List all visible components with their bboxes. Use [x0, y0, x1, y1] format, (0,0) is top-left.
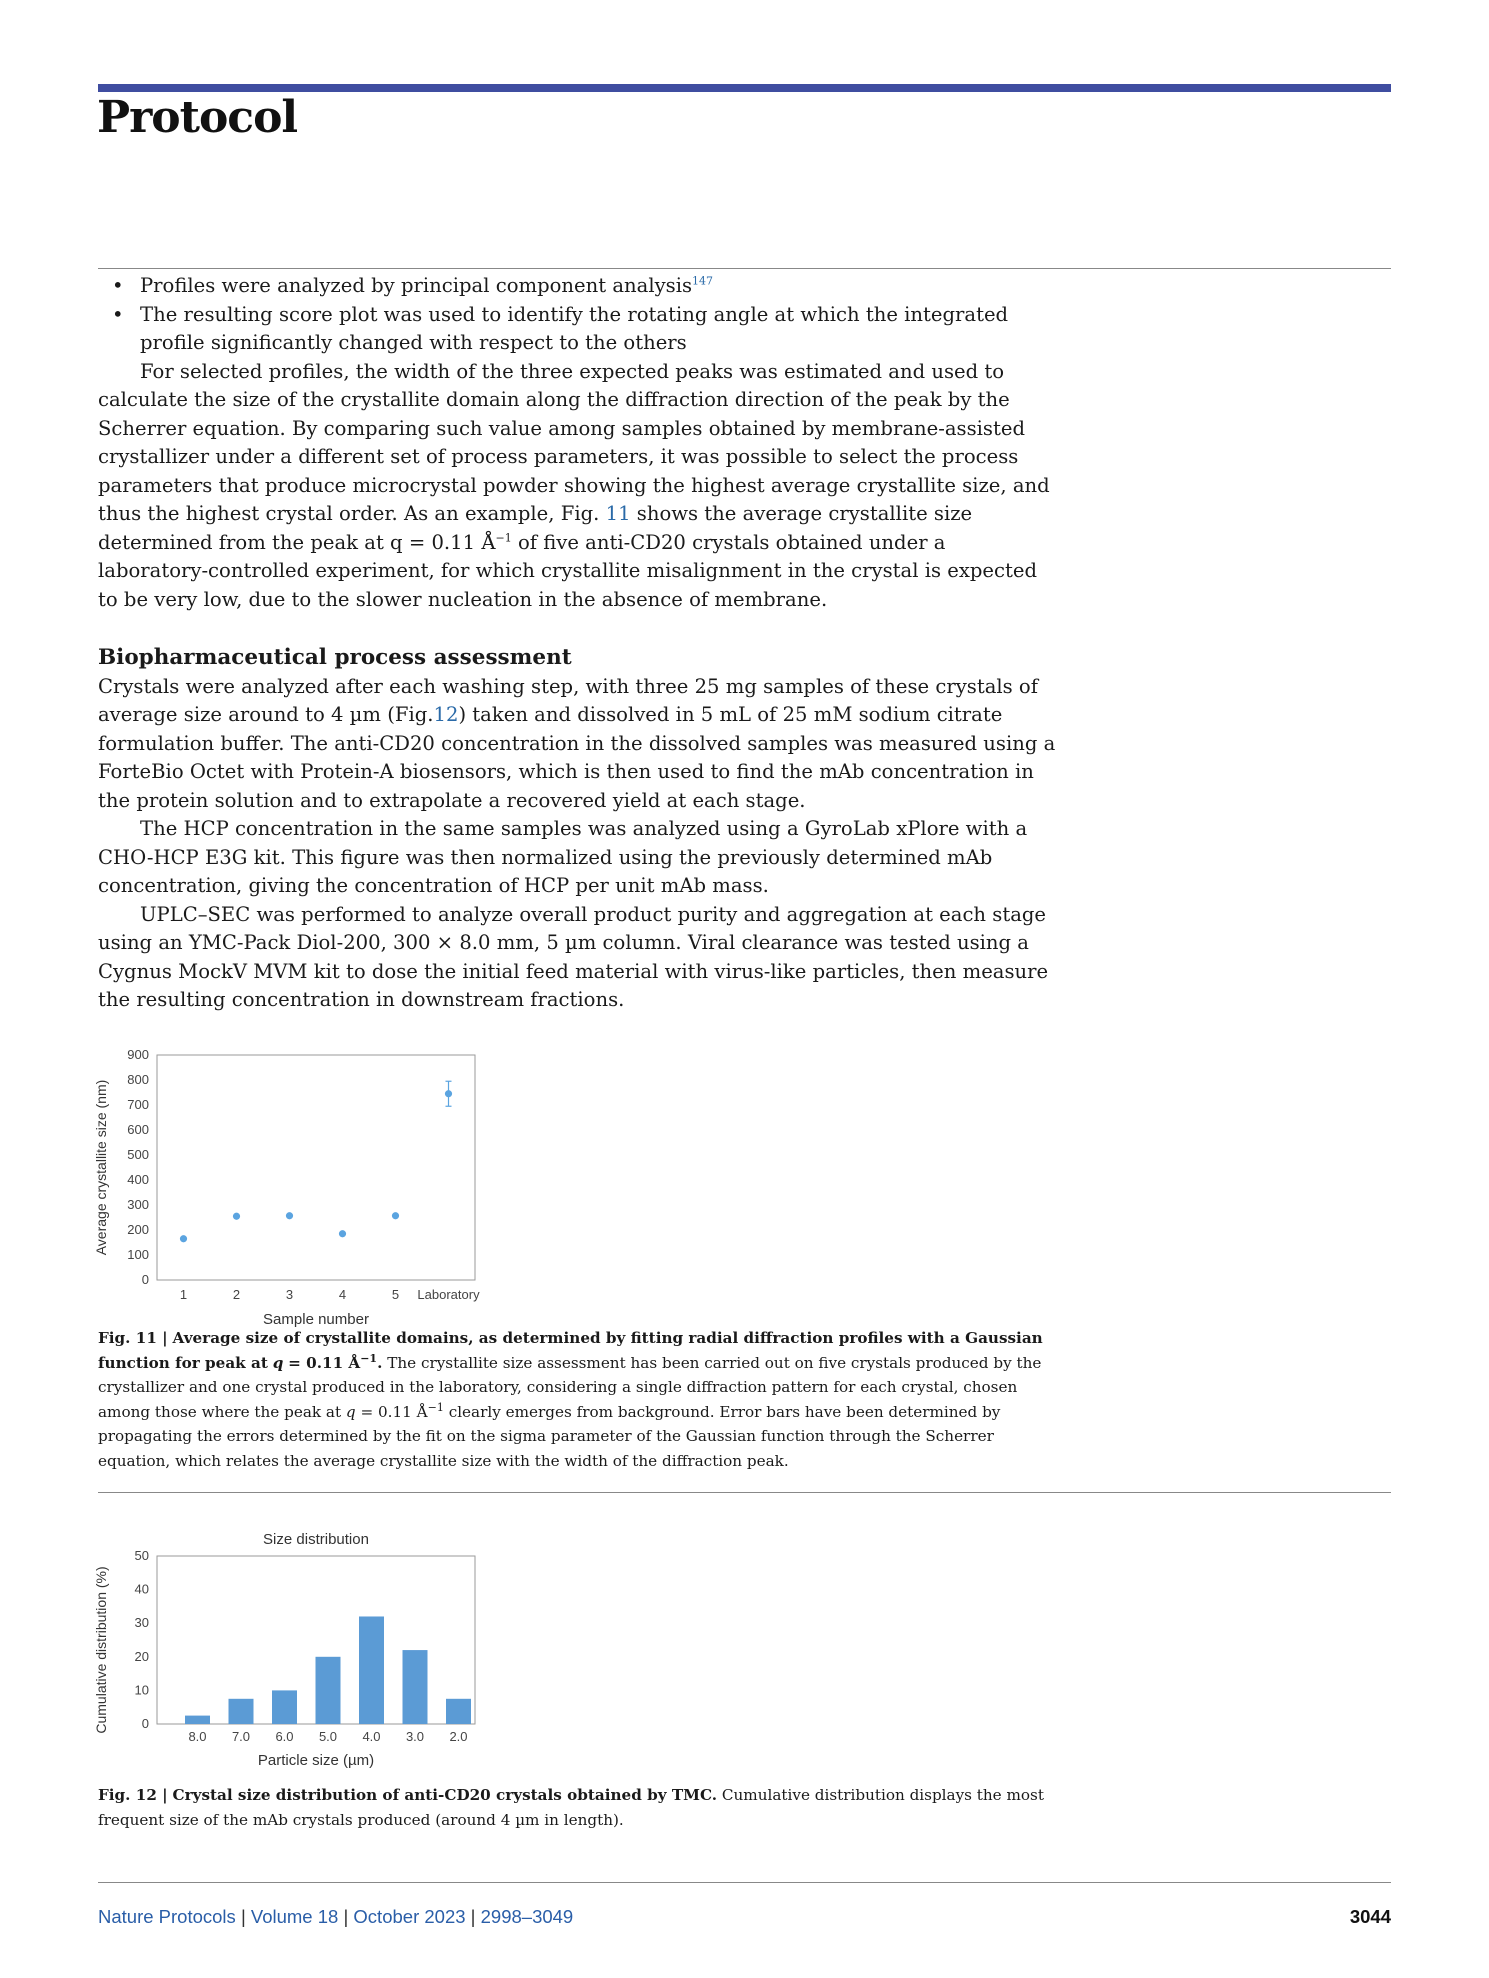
x-tick-label: 4.0	[362, 1729, 381, 1744]
x-axis-label: Particle size (µm)	[257, 1752, 375, 1769]
caption-label: Fig. 11 |	[98, 1329, 168, 1347]
paragraph: The HCP concentration in the same samples was analyzed using a GyroLab xPlore with a CHO-HCP E3G kit. This figure was then normalized using the previously determined mAb concentration, giving the concentration of HCP per unit mAb mass.	[98, 817, 1028, 897]
bar	[403, 1650, 428, 1724]
footer-divider	[98, 1882, 1391, 1883]
bullet-text: The resulting score plot was used to identify the rotating angle at which the integrated profile significantly changed with respect to the others	[140, 302, 1009, 354]
x-tick-label: 3	[285, 1287, 294, 1302]
bar	[446, 1699, 471, 1724]
data-point	[445, 1090, 452, 1097]
x-tick-label: 3.0	[405, 1729, 425, 1744]
journal-name: Nature Protocols	[98, 1906, 236, 1927]
data-point	[286, 1212, 293, 1219]
x-tick-label: 5.0	[318, 1729, 338, 1744]
section-heading: Biopharmaceutical process assessment	[98, 645, 572, 670]
y-axis-label: Cumulative distribution (%)	[93, 1566, 109, 1734]
bullet-dot: •	[112, 302, 124, 326]
journal-pages: 2998–3049	[480, 1906, 574, 1927]
x-tick-label: 2	[232, 1287, 241, 1302]
page-number: 3044	[1349, 1906, 1391, 1927]
caption-label: Fig. 12 |	[98, 1786, 168, 1804]
bullet-text: Profiles were analyzed by principal component analysis	[140, 274, 693, 297]
y-tick-label: 20	[134, 1648, 149, 1664]
data-point	[233, 1213, 240, 1220]
x-tick-label: 7.0	[231, 1729, 251, 1744]
article-body	[98, 272, 1058, 1015]
header-accent-bar	[98, 84, 1391, 92]
plot-frame	[157, 1055, 475, 1280]
figure-12-chart	[92, 1522, 562, 1784]
figure-12-caption: Fig. 12 | Crystal size distribution of anti-CD20 crystals obtained by TMC. Cumulative distribution displays the most frequent size of the mAb crystals produced (around 4 µm in length).	[98, 1786, 1044, 1829]
bullet-item	[98, 272, 1058, 301]
y-tick-label: 300	[127, 1197, 149, 1212]
y-tick-label: 40	[134, 1581, 149, 1597]
journal-volume: Volume 18	[250, 1906, 339, 1927]
bar	[272, 1690, 297, 1724]
y-axis-label: Average crystallite size (nm)	[93, 1079, 109, 1256]
paragraph: UPLC–SEC was performed to analyze overall product purity and aggregation at each stage using an YMC-Pack Diol-200, 300 × 8.0 mm, 5 µm column. Viral clearance was tested using a Cygnus MockV MVM kit to dose the initial feed material with virus-like particles, then measure the resulting concentration in downstream fractions.	[98, 902, 1049, 1011]
paragraph: Crystals were analyzed after each washing step, with three 25 mg samples of these crystals of average size around to 4 µm (Fig.12) taken and dissolved in 5 mL of 25 mM sodium citrate formulation buffer. The anti-CD20 concentration in the dissolved samples was measured using a ForteBio Octet with Protein-A biosensors, which is then used to find the mAb concentration in the protein solution and to extrapolate a recovered yield at each stage.	[98, 674, 1056, 812]
x-axis-label: Sample number	[263, 1311, 369, 1328]
y-tick-label: 30	[134, 1615, 149, 1631]
y-tick-label: 400	[127, 1172, 149, 1187]
y-tick-label: 10	[134, 1682, 149, 1698]
bar	[359, 1616, 384, 1724]
x-tick-label: 1	[179, 1287, 188, 1302]
figure-link[interactable]: 12	[433, 703, 459, 726]
x-tick-label: Laboratory	[417, 1287, 480, 1302]
footer-journal-info: Nature Protocols | Volume 18 | October 2023 | 2998–3049	[98, 1906, 574, 1927]
x-tick-label: 5	[391, 1287, 400, 1302]
y-tick-label: 800	[127, 1072, 149, 1087]
bullet-dot: •	[112, 274, 124, 297]
page-header-title: Protocol	[97, 92, 298, 143]
x-tick-label: 2.0	[449, 1729, 468, 1744]
citation-link[interactable]: 147	[692, 274, 714, 288]
y-tick-label: 100	[127, 1247, 149, 1262]
figure-link[interactable]: 11	[605, 502, 631, 525]
figure-11-caption: Fig. 11 | Average size of crystallite domains, as determined by fitting radial diffraction profiles with a Gaussian function for peak at q = 0.11 $Å^{-1}$. The crystallite size assessment has been carried out on five crystals produced by the crystallizer and one crystal produced in the laboratory, considering a single diffraction pattern for each crystal, chosen among those where the peak at q = 0.11 $Å^{-1}$ clearly emerges from background. Error bars have been determined by propagating the errors determined by the fit on the sigma parameter of the Gaussian function through the Scherrer equation, which relates the average crystallite size with the width of the diffraction peak.	[98, 1329, 1043, 1470]
y-tick-label: 200	[127, 1222, 149, 1237]
journal-date: October 2023	[353, 1906, 466, 1927]
data-point	[392, 1212, 399, 1219]
header-divider	[98, 268, 1391, 269]
y-tick-label: 0	[141, 1716, 149, 1731]
y-tick-label: 600	[127, 1122, 149, 1137]
bar	[229, 1699, 254, 1724]
bar	[316, 1657, 341, 1724]
y-tick-label: 0	[141, 1272, 149, 1287]
x-tick-label: 4	[338, 1287, 347, 1302]
x-tick-label: 8.0	[188, 1729, 207, 1744]
bar	[185, 1716, 210, 1724]
data-point	[339, 1230, 346, 1237]
bullet-item	[98, 301, 1058, 358]
figure-11-chart	[92, 1040, 562, 1330]
x-tick-label: 6.0	[275, 1729, 294, 1744]
y-tick-label: 900	[127, 1047, 149, 1062]
y-tick-label: 500	[127, 1147, 149, 1162]
data-point	[180, 1235, 187, 1242]
y-tick-label: 50	[134, 1548, 149, 1563]
chart-title: Size distribution	[263, 1531, 369, 1548]
figure-divider	[98, 1492, 1391, 1493]
y-tick-label: 700	[127, 1097, 149, 1112]
paragraph: For selected profiles, the width of the three expected peaks was estimated and used to calculate the size of the crystallite domain along the diffraction direction of the peak by the Scherrer equation. By comparing such value among samples obtained by membrane-assisted crystallizer under a different set of process parameters, it was possible to select the process parameters that produce microcrystal powder showing the highest average crystallite size, and thus the highest crystal order. As an example, Fig. 11 shows the average crystallite size determined from the peak at q = 0.11 $Å^{-1}$ of five anti-CD20 crystals obtained under a laboratory-controlled experiment, for which crystallite misalignment in the crystal is expected to be very low, due to the slower nucleation in the absence of membrane.	[98, 359, 1050, 611]
